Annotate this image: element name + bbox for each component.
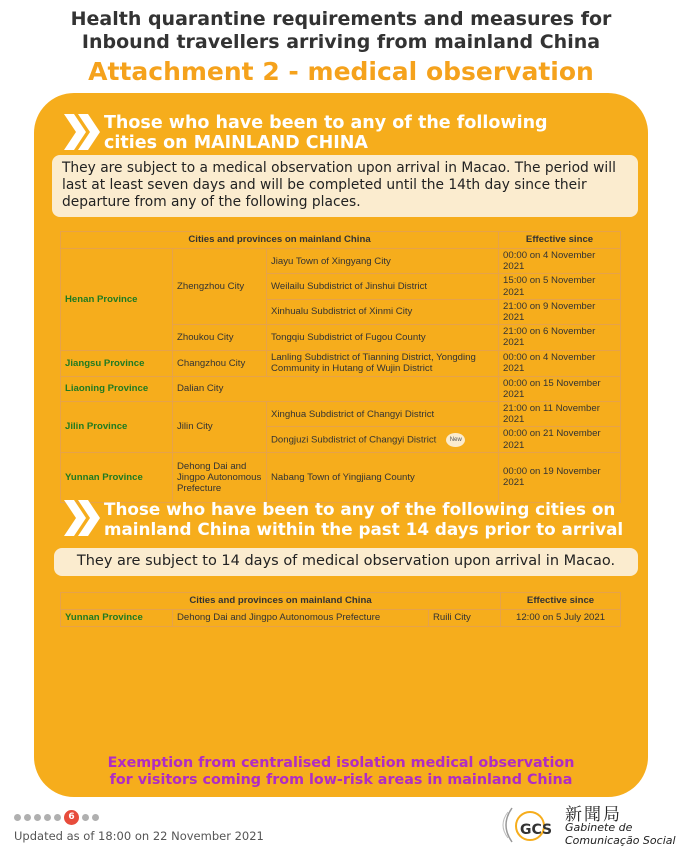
attachment-title: Attachment 2 - medical observation	[88, 57, 594, 86]
col-header-cities: Cities and provinces on mainland China	[61, 232, 499, 249]
updated-timestamp: Updated as of 18:00 on 22 November 2021	[14, 829, 264, 843]
exemption-link[interactable]	[0, 755, 682, 789]
date-cell: 21:00 on 11 November 2021	[499, 402, 621, 427]
section2-heading	[104, 499, 682, 539]
page-dot[interactable]	[82, 814, 89, 821]
area-cell: Tongqiu Subdistrict of Fugou County	[267, 325, 499, 350]
title-line-1: Health quarantine requirements and measures for	[70, 8, 612, 30]
area-cell: Weilailu Subdistrict of Jinshui District	[267, 274, 499, 299]
province-cell: Henan Province	[61, 249, 173, 351]
area-cell: Jiayu Town of Xingyang City	[267, 249, 499, 274]
date-cell: 12:00 on 5 July 2021	[501, 610, 621, 627]
gcs-name-pt-line-2: Comunicação Social	[565, 834, 676, 847]
area-cell: Xinghua Subdistrict of Changyi District	[267, 402, 499, 427]
province-cell: Yunnan Province	[61, 610, 173, 627]
area-cell: Nabang Town of Yingjiang County	[267, 452, 499, 502]
exemption-line-1: Exemption from centralised isolation medical observation	[107, 755, 575, 771]
logo-letters: GCS	[520, 822, 553, 838]
city-cell: Zhoukou City	[173, 325, 267, 350]
section1-heading	[104, 113, 682, 153]
date-cell: 21:00 on 9 November 2021	[499, 299, 621, 324]
area-cell: Xinhualu Subdistrict of Xinmi City	[267, 299, 499, 324]
city-cell: Dehong Dai and Jingpo Autonomous Prefecture	[173, 610, 429, 627]
date-cell: 00:00 on 4 November 2021	[499, 350, 621, 376]
col-header-effective: Effective since	[499, 232, 621, 249]
col-header-cities: Cities and provinces on mainland China	[61, 593, 501, 610]
page-dot-current[interactable]: 6	[64, 810, 79, 825]
section1-table	[60, 231, 621, 503]
city-cell: Jilin City	[173, 402, 267, 453]
section2-heading-line-2: mainland China within the past 14 days prior to arrival	[104, 519, 624, 539]
city-cell: Changzhou City	[173, 350, 267, 376]
table-header-row	[61, 232, 621, 249]
double-chevron-icon	[62, 496, 100, 540]
gcs-logo-icon	[498, 800, 560, 850]
page-dot[interactable]	[54, 814, 61, 821]
table-header-row	[61, 593, 621, 610]
new-badge: New	[446, 433, 465, 447]
section2-note: They are subject to 14 days of medical observation upon arrival in Macao.	[54, 548, 638, 576]
table-row	[61, 350, 621, 376]
province-cell: Liaoning Province	[61, 376, 173, 401]
page-indicator	[14, 809, 99, 825]
city-cell: Dehong Dai and Jingpo Autonomous Prefecture	[173, 452, 267, 502]
date-cell: 00:00 on 4 November 2021	[499, 249, 621, 274]
date-cell: 21:00 on 6 November 2021	[499, 325, 621, 350]
section1-note: They are subject to a medical observation upon arrival in Macao. The period will last at least seven days and will be completed until the 14th day since their departure from any of the following places.	[52, 155, 638, 217]
date-cell: 00:00 on 19 November 2021	[499, 452, 621, 502]
double-chevron-icon	[62, 110, 100, 154]
title-line-2: Inbound travellers arriving from mainland China	[81, 31, 601, 53]
table-row	[61, 610, 621, 627]
page-dot[interactable]	[14, 814, 21, 821]
table-row	[61, 376, 621, 401]
city-cell: Dalian City	[173, 376, 499, 401]
area-cell: Ruili City	[429, 610, 501, 627]
table-row	[61, 249, 621, 274]
province-cell: Yunnan Province	[61, 452, 173, 502]
province-cell: Jiangsu Province	[61, 350, 173, 376]
gcs-name-pt-line-1: Gabinete de	[565, 821, 633, 834]
city-cell: Zhengzhou City	[173, 249, 267, 325]
section1-heading-line-2: cities on MAINLAND CHINA	[104, 133, 368, 153]
date-cell: 15:00 on 5 November 2021	[499, 274, 621, 299]
area-cell: Lanling Subdistrict of Tianning District, Yongding Community in Hutang of Wujin District	[267, 350, 499, 376]
area-cell	[267, 427, 499, 452]
table-row	[61, 452, 621, 502]
section2-table	[60, 592, 621, 627]
page-dot[interactable]	[24, 814, 31, 821]
col-header-effective: Effective since	[501, 593, 621, 610]
province-cell: Jilin Province	[61, 402, 173, 453]
exemption-line-2: for visitors coming from low-risk areas in mainland China	[109, 772, 573, 788]
page-dot[interactable]	[44, 814, 51, 821]
gcs-chinese-name: 新聞局	[565, 805, 622, 825]
section2-heading-line-1: Those who have been to any of the following cities on	[104, 499, 616, 519]
section1-heading-line-1: Those who have been to any of the following	[104, 113, 548, 133]
date-cell: 00:00 on 15 November 2021	[499, 376, 621, 401]
table-row	[61, 402, 621, 427]
date-cell: 00:00 on 21 November 2021	[499, 427, 621, 452]
page-dot[interactable]	[34, 814, 41, 821]
page-dot[interactable]	[92, 814, 99, 821]
area-text: Dongjuzi Subdistrict of Changyi District	[271, 434, 437, 446]
